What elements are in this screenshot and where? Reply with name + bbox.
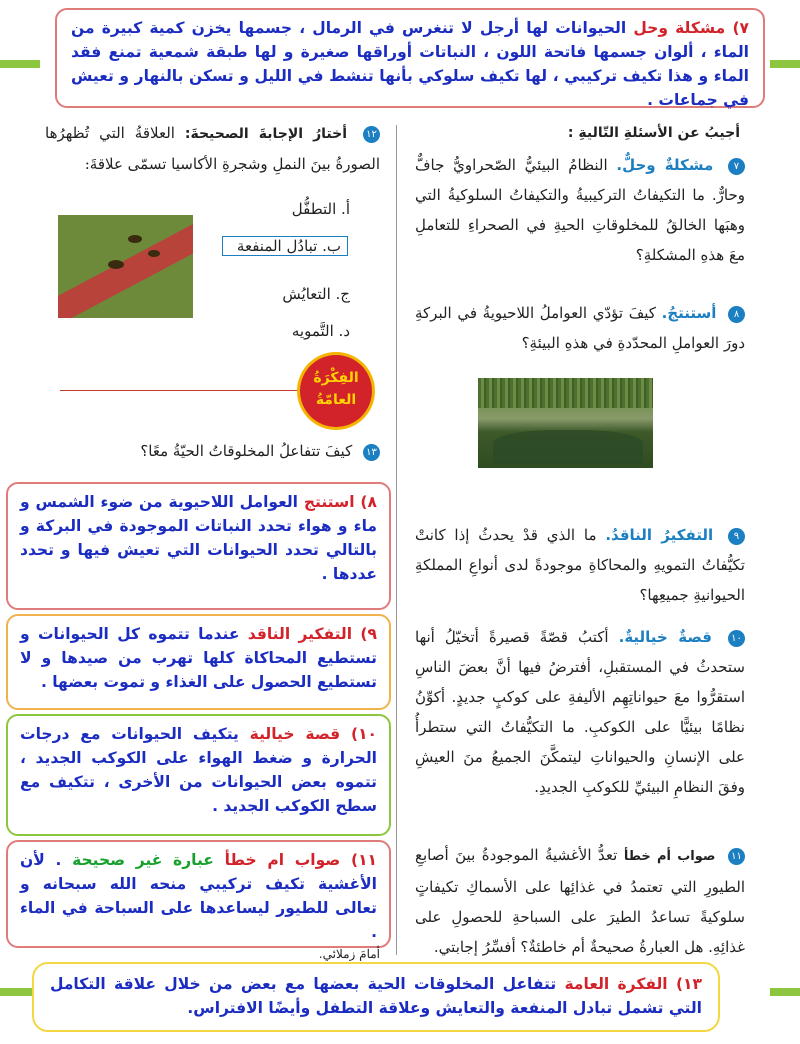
question-12-label: أختارُ الإجابةَ الصحيحةَ: [184,126,348,142]
choice-c: ج. التعايُش [282,285,350,303]
question-10-label: قصةٌ خياليةٌ. [618,628,712,646]
question-10 [415,622,745,802]
question-13-number: ١٣ [363,444,380,461]
answer-box-8 [6,482,391,610]
column-divider [396,125,397,955]
big-idea-line-2: العامّةُ [315,392,357,408]
answer-13-title: الفكرة العامة [564,975,668,993]
answer-7-title: مشكلة وحل [633,19,726,37]
answer-11-text: . لأن الأغشية تكيف تركيبي منحه الله سبحانه و تعالى للطيور ليساعدها على السباحة في الماء . [20,851,377,941]
question-12 [45,118,380,179]
answer-10-num: ١٠) [350,725,377,743]
choice-d: د. التَّمويه [291,322,350,340]
answer-13-num: ١٣) [675,975,702,993]
left-footer-snippet: أمامَ زملائي. [318,947,380,961]
answer-box-9 [6,614,391,710]
top-right-green-bar [770,60,800,68]
question-8-number: ٨ [728,306,745,323]
answer-9-title: التفكير الناقد [247,625,353,643]
pond-photo [478,378,653,468]
answer-10-text: يتكيف الحيوانات مع درجات الحرارة و ضغط الهواء على الكوكب الجديد ، تتموه بعض الحيوانات من الأخرى ، تتكيف مع سطح الكوكب الجديد . [20,725,377,815]
question-11-number: ١١ [728,848,745,865]
question-7-number: ٧ [728,158,745,175]
question-12-text: العلاقةُ التي تُظهرُها الصورةُ بينَ النملِ وشجرةِ الأكاسيا تسمّى علاقةَ: [45,124,380,173]
question-9-number: ٩ [728,528,745,545]
answer-8-title: استنتج [303,493,355,511]
question-10-number: ١٠ [728,630,745,647]
question-9-text: ما الذي قدْ يحدثُ إذا كانتْ تكيُّفاتُ التمويهِ والمحاكاةِ موجودةً لدى أنواعِ المملكةِ الحيوانيةِ جميعِها؟ [415,526,745,604]
answer-13-text: تتفاعل المخلوقات الحية بعضها مع بعض من خلال علاقة التكامل التي تشمل تبادل المنفعة والتعايش وعلاقة التطفل وأيضًا الافتراس. [50,975,702,1017]
answer-8-num: ٨) [360,493,377,511]
question-8-text: كيفَ تؤدّي العواملُ اللاحيويةُ في البركةِ دورَ العواملِ المحدّدةِ في هذهِ البيئةِ؟ [415,304,745,352]
choice-a: أ. التطفُّل [291,200,350,218]
answer-9-num: ٩) [360,625,377,643]
answer-box-13 [32,962,720,1032]
question-9 [415,520,745,610]
answer-9-text: عندما تتموه كل الحيوانات و تستطيع المحاكاة كلها تهرب من صيدها و لا تستطيع الحصول على الغذاء و تموت بعضها . [20,625,377,691]
answer-8-text: العوامل اللاحيوية من ضوء الشمس و ماء و هواء تحدد النباتات الموجودة في البركة و بالتالي تحدد الحيوانات التي تعيش فيها و تحدد عددها . [20,493,377,583]
answer-box-7 [55,8,765,108]
answer-11-status: عبارة غير صحيحة [72,851,214,869]
big-idea-line-1: الفِكْرَةُ [313,370,359,386]
ants-on-branch-photo [58,215,193,318]
choice-b: ب. تبادُل المنفعة [222,236,348,256]
answer-box-11 [6,840,391,948]
top-left-green-bar [0,60,40,68]
question-13 [45,436,380,466]
question-11 [415,840,745,962]
question-11-text: تعدُّ الأغشيةُ الموجودةُ بينَ أصابعِ الطيورِ التي تعتمدُ في غذائِها على الأسماكِ تكيفاتٍ سلوكيةً تساعدُ الطيرَ على السباحةِ للحصولِ على غذائِهِ. هل العبارةُ صحيحةٌ أم خاطئةٌ؟ أفسِّرُ إجابتي. [415,846,745,956]
answer-11-num: ١١) [351,851,378,869]
question-7-text: النظامُ البيئيُّ الصّحراويُّ جافٌّ وحارٌّ. ما التكيفاتُ التركيبيةُ والتكيفاتُ السلوكيةُ التي وهبَها الخالقُ للمخلوقاتِ الحيةِ في الصحراءِ للتعاملِ معَ هذهِ المشكلةِ؟ [415,156,745,264]
answer-box-10 [6,714,391,836]
question-7-label: مشكلةٌ وحلٌّ. [616,156,714,174]
question-13-text: كيفَ تتفاعلُ المخلوقاتُ الحيّةُ معًا؟ [140,442,353,460]
questions-heading: أجيبُ عن الأسئلةِ التّاليةِ : [567,125,740,141]
question-8-label: أستنتجُ. [661,304,717,322]
bottom-right-green-bar [770,988,800,996]
question-7 [415,150,745,270]
question-12-number: ١٢ [363,126,380,143]
question-8 [415,298,745,358]
big-idea-badge [300,355,372,427]
question-9-label: التفكيرُ الناقدُ. [605,526,714,544]
answer-7-text: الحيوانات لها أرجل لا تنغرس في الرمال ، جسمها يخزن كمية كبيرة من الماء ، ألوان جسمها فاتحة اللون ، النباتات أوراقها صغيرة و لها طبقة شمعية تمنع فقد الماء و هذا تكيف تركيبي ، لها تكيف سلوكي بأنها تنشط في الليل و تسكن بالنهار و تعيش في جماعات . [71,19,749,109]
question-11-label: صواب أم خطأ [623,849,716,864]
answer-11-title: صواب ام خطأ [224,851,341,869]
answer-7-num: ٧) [732,19,749,37]
big-idea-separator [60,390,305,391]
question-10-text: أكتبُ قصّةً قصيرةً أتخيّلُ أنها ستحدثُ في المستقبلِ، أفترضُ فيها أنَّ بعضَ الناسِ استقرُّوا معَ حيواناتِهِم الأليفةِ على كوكبٍ جديدٍ. أكوِّنُ نظامًا بيئيًّا على الكوكبِ. ما التكيُّفاتُ التي ستطرأُ على الإنسانِ والحيواناتِ ليتمكَّنَ الجميعُ منَ العيشِ وفقَ النظامِ البيئيِّ للكوكبِ الجديدِ. [415,628,745,796]
answer-10-title: قصة خيالية [249,725,341,743]
